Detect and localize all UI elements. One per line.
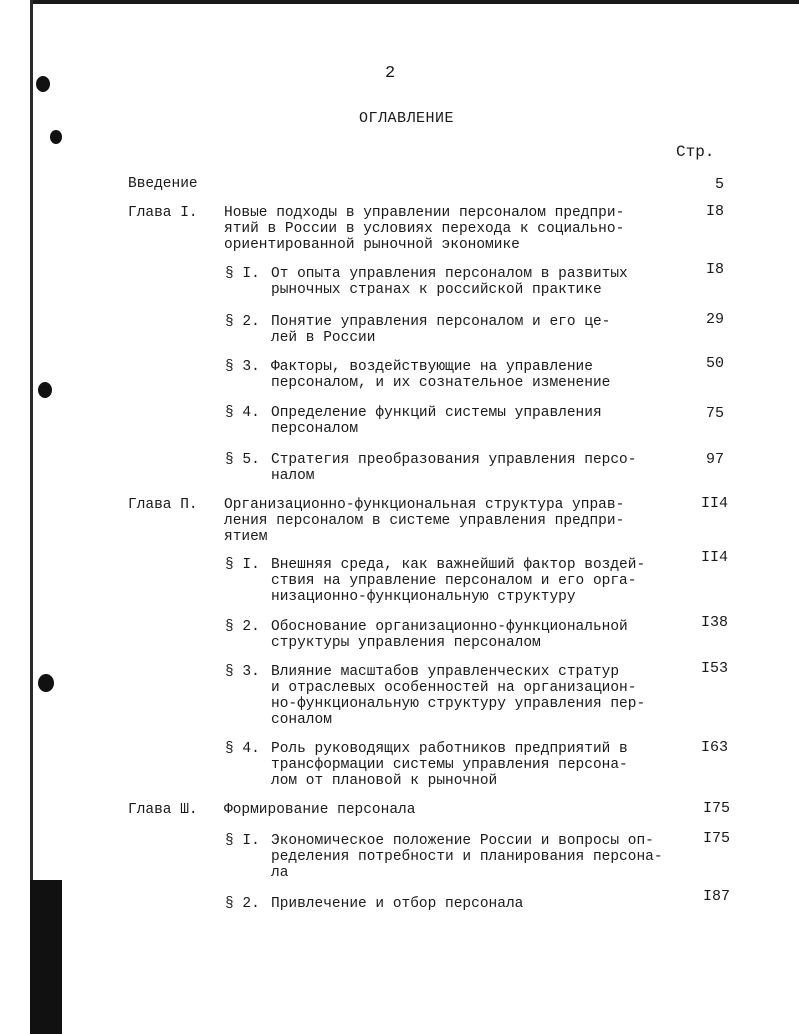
toc-entry-page: 29 — [705, 311, 724, 328]
toc-entry-label: Введение — [128, 176, 198, 192]
toc-entry-text: Новые подходы в управлении персоналом предпри- ятий в России в условиях перехода к социально- ориентированной рыночной экономике — [224, 205, 625, 253]
scan-left-edge — [30, 0, 33, 1034]
toc-entry-label: § 2. — [225, 619, 260, 635]
toc-entry-page: I75 — [702, 830, 730, 847]
scan-top-edge — [30, 0, 799, 4]
toc-entry-page: I63 — [700, 739, 728, 756]
toc-entry-text: Обоснование организационно-функциональной структуры управления персоналом — [271, 619, 628, 651]
toc-entry-text: Факторы, воздействующие на управление персоналом, и их сознательное изменение — [271, 359, 611, 391]
toc-entry-label: § I. — [225, 833, 260, 849]
toc-entry-label: § I. — [225, 266, 260, 282]
toc-entry-page: 50 — [705, 355, 724, 372]
toc-entry-text: Влияние масштабов управленческих стратур и отраслевых особенностей на организацион- но-функциональную структуру управления пер- соналом — [271, 664, 646, 728]
toc-entry-text: От опыта управления персоналом в развитых рыночных странах к российской практике — [271, 266, 628, 298]
punch-hole-mark — [38, 382, 52, 398]
toc-entry-page: I8 — [705, 203, 724, 220]
toc-title: ОГЛАВЛЕНИЕ — [359, 110, 455, 127]
toc-entry-page: 97 — [705, 451, 724, 468]
toc-entry-page: I53 — [700, 660, 728, 677]
toc-entry-label: § 2. — [225, 314, 260, 330]
toc-entry-label: Глава I. — [128, 205, 198, 221]
punch-hole-mark — [50, 130, 62, 144]
toc-entry-label: § 3. — [225, 359, 260, 375]
toc-entry-page: 5 — [714, 176, 724, 193]
toc-entry-label: § 2. — [225, 896, 260, 912]
toc-entry-page: II4 — [700, 549, 728, 566]
toc-entry-page: I75 — [702, 800, 730, 817]
toc-entry-text: Понятие управления персоналом и его це- лей в России — [271, 314, 611, 346]
toc-entry-text: Внешняя среда, как важнейший фактор воздей- ствия на управление персоналом и его орга- низационно-функциональную структуру — [271, 557, 646, 605]
page-number: 2 — [385, 64, 396, 83]
punch-hole-mark — [38, 674, 54, 692]
toc-entry-text: Стратегия преобразования управления персо- налом — [271, 452, 637, 484]
toc-entry-page: I87 — [702, 888, 730, 905]
punch-hole-mark — [36, 76, 50, 92]
toc-entry-text: Организационно-функциональная структура управ- ления персоналом в системе управления предпри- ятием — [224, 497, 625, 545]
toc-entry-label: Глава П. — [128, 497, 198, 513]
toc-entry-label: § 3. — [225, 664, 260, 680]
toc-entry-text: Привлечение и отбор персонала — [271, 896, 524, 912]
scan-shadow — [30, 880, 62, 1034]
toc-entry-page: 75 — [705, 405, 724, 422]
toc-entry-page: II4 — [700, 495, 728, 512]
toc-entry-text: Определение функций системы управления персоналом — [271, 405, 602, 437]
toc-entry-label: § 5. — [225, 452, 260, 468]
toc-entry-label: § 4. — [225, 405, 260, 421]
toc-entry-text: Экономическое положение России и вопросы оп- ределения потребности и планирования персона- ла — [271, 833, 663, 881]
page-column-header: Стр. — [676, 143, 715, 161]
toc-entry-label: Глава Ш. — [128, 802, 198, 818]
toc-entry-label: § I. — [225, 557, 260, 573]
toc-entry-label: § 4. — [225, 741, 260, 757]
toc-entry-text: Формирование персонала — [224, 802, 416, 818]
toc-entry-page: I38 — [700, 614, 728, 631]
toc-entry-page: I8 — [705, 261, 724, 278]
toc-entry-text: Роль руководящих работников предприятий в трансформации системы управления персона- лом от плановой к рыночной — [271, 741, 628, 789]
